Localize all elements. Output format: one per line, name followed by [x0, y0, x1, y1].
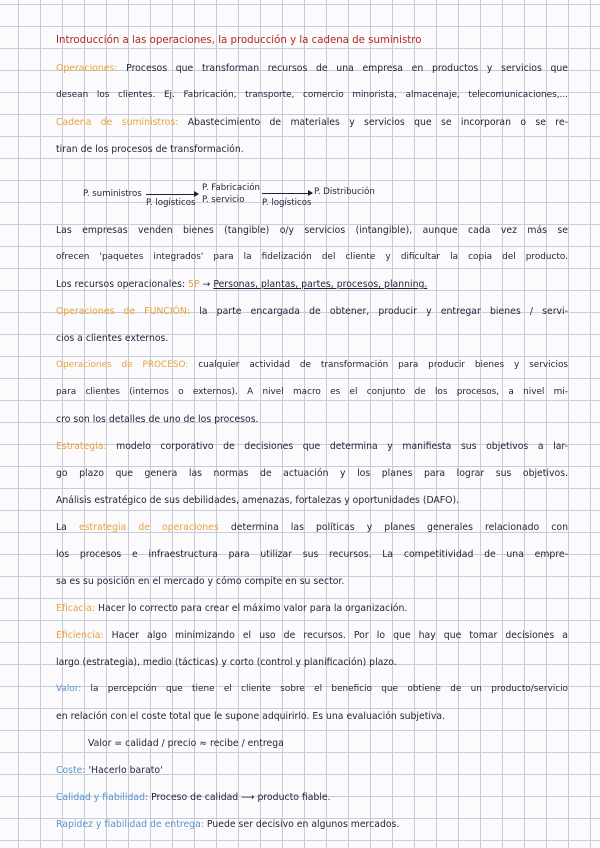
- estrategia-text-1: modelo corporativo de decisiones que determina y manifiesta sus objetivos a lar-: [116, 441, 568, 452]
- operaciones-term: Operaciones:: [56, 63, 118, 74]
- proceso-term: Operaciones de PROCESO:: [56, 360, 189, 370]
- cadena-text-1: Abastecimiento de materiales y servicios que se incorporan o se re-: [187, 117, 568, 128]
- estrategia-term: Estrategia:: [56, 441, 107, 452]
- estrategia-op-pre: La: [56, 522, 67, 533]
- eficiencia-line-1: [56, 629, 568, 642]
- operaciones-line-1: [56, 62, 568, 75]
- estrategia-op-term: estrategia de operaciones: [78, 522, 219, 533]
- eficiencia-text-1: Hacer algo minimizando el uso de recursos. Por lo que hay que tomar decisiones a: [111, 630, 568, 641]
- eficiencia-term: Eficiencia:: [56, 630, 104, 641]
- estrategia-op-line-1: [56, 521, 568, 534]
- calidad-term: Calidad y fiabilidad:: [56, 792, 149, 803]
- funcion-term: Operaciones de FUNCIÓN:: [56, 306, 191, 317]
- flow-logisticos-2: P. logísticos: [262, 198, 312, 208]
- valor-text-1: la percepción que tiene el cliente sobre el beneficio que obtiene de un producto/servicio: [90, 684, 568, 694]
- proceso-line-3: cro son los detalles de uno de los procesos.: [56, 414, 259, 425]
- estrategia-line-1: [56, 440, 568, 453]
- cadena-line-1: [56, 116, 568, 129]
- funcion-line-2: cios a clientes externos.: [56, 333, 169, 344]
- coste-text: 'Hacerlo barato': [88, 765, 163, 776]
- rapidez-term: Rapidez y fiabilidad de entrega:: [56, 819, 204, 830]
- funcion-text-1: la parte encargada de obtener, producir y entregar bienes / servi-: [199, 306, 568, 317]
- proceso-text-1: cualquier actividad de transformación para producir bienes y servicios: [198, 360, 568, 370]
- recursos-line: [56, 278, 568, 291]
- flow-distribucion: P. Distribución: [314, 187, 375, 197]
- calidad-arrow: ⟶: [241, 792, 255, 803]
- recursos-list: Personas, plantas, partes, procesos, planning.: [213, 279, 428, 290]
- operaciones-line-2: desean los clientes. Ej. Fabricación, transporte, comercio minorista, almacenaje, telecomunicaciones,...: [56, 90, 568, 100]
- calidad-pre: Proceso de calidad: [151, 792, 239, 803]
- flow-servicio: P. servicio: [202, 195, 245, 205]
- calidad-post: producto fiable.: [257, 792, 331, 803]
- calidad-line: [56, 791, 568, 804]
- flow-logisticos-1: P. logísticos: [146, 198, 196, 208]
- rapidez-line: [56, 818, 568, 831]
- flow-fabricacion: P. Fabricación: [202, 183, 260, 193]
- valor-line-1: [56, 683, 568, 696]
- estrategia-op-line-2: los procesos e infraestructura para utilizar sus recursos. La competitividad de una empre-: [56, 549, 568, 560]
- funcion-line-1: [56, 305, 568, 318]
- flow-arrow-2: [262, 193, 312, 194]
- coste-term: Coste:: [56, 765, 86, 776]
- valor-term: Valor:: [56, 684, 82, 694]
- coste-line: [56, 764, 568, 777]
- empresas-line-1: Las empresas venden bienes (tangible) o/y servicios (intangible), aunque cada vez más se: [56, 225, 568, 236]
- flow-suministros: P. suministros: [83, 189, 142, 199]
- estrategia-line-3: Análisis estratégico de sus debilidades, amenazas, fortalezas y oportunidades (DAFO).: [56, 495, 460, 506]
- cadena-line-2: tiran de los procesos de transformación.: [56, 144, 244, 155]
- page-title: Introducción a las operaciones, la producción y la cadena de suministro: [56, 35, 422, 46]
- proceso-line-2: para clientes (internos o externos). A nivel macro es el conjunto de los procesos, a nivel mi-: [56, 387, 568, 397]
- estrategia-op-text-1: determina las políticas y planes generales relacionado con: [230, 522, 568, 533]
- eficacia-text: Hacer lo correcto para crear el máximo valor para la organización.: [98, 603, 408, 614]
- estrategia-op-line-3: sa es su posición en el mercado y cómo compite en su sector.: [56, 576, 345, 587]
- empresas-line-2: ofrecen 'paquetes integrados' para la fidelización del cliente y dificultar la copia del producto.: [56, 252, 568, 262]
- flow-arrow-1: [146, 194, 198, 195]
- eficacia-line: [56, 602, 568, 615]
- proceso-line-1: [56, 359, 568, 372]
- rapidez-text: Puede ser decisivo en algunos mercados.: [206, 819, 400, 830]
- eficiencia-line-2: largo (estrategia), medio (tácticas) y corto (control y planificación) plazo.: [56, 657, 397, 668]
- recursos-tag: 5P: [188, 279, 200, 290]
- cadena-term: Cadena de suministros:: [56, 117, 179, 128]
- valor-line-2: en relación con el coste total que le supone adquirirlo. Es una evaluación subjetiva.: [56, 711, 446, 722]
- estrategia-line-2: go plazo que genera las normas de actuación y los planes para lograr sus objetivos.: [56, 468, 568, 479]
- valor-formula: Valor = calidad / precio ≈ recibe / entrega: [88, 738, 284, 749]
- recursos-label: Los recursos operacionales:: [56, 279, 186, 290]
- recursos-arrow: →: [202, 279, 211, 290]
- eficacia-term: Eficacia:: [56, 603, 96, 614]
- operaciones-text-1: Procesos que transforman recursos de una empresa en productos y servicios que: [126, 63, 568, 74]
